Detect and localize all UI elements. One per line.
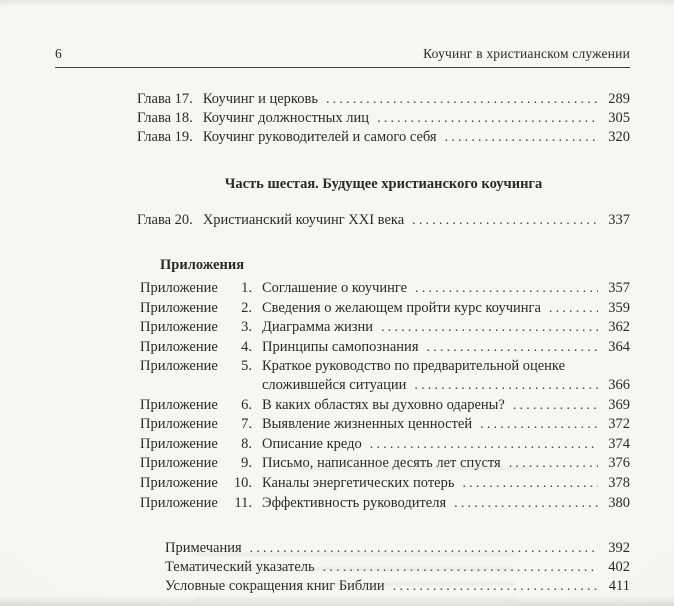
chapter-title: Коучинг руководителей и самого себя: [202, 129, 437, 145]
dot-leader: [393, 577, 598, 596]
back-matter-title: Примечания: [165, 540, 242, 557]
page-ref: 369: [608, 396, 630, 413]
appendix-title: Каналы энергетических потерь: [262, 474, 455, 491]
dot-leader: [509, 454, 598, 474]
back-matter-title: Тематический указатель: [165, 559, 315, 576]
toc-row: [140, 357, 630, 376]
page-ref: 357: [608, 280, 630, 296]
page-ref: 392: [608, 540, 630, 557]
page-ref: 374: [608, 435, 630, 452]
dot-leader: [326, 90, 598, 109]
dot-leader: [462, 474, 598, 494]
appendix-title: Диаграмма жизни: [262, 319, 374, 336]
appendix-number: 11.: [234, 494, 252, 511]
dot-leader: [549, 299, 598, 319]
dot-leader: [323, 558, 598, 577]
appendix-title: Письмо, написанное десять лет спустя: [262, 455, 501, 472]
appendix-title: Эффективность руководителя: [262, 494, 447, 511]
toc-row: [137, 211, 630, 230]
part-heading: Часть шестая. Будущее христианского коучинга: [224, 176, 543, 192]
dot-leader: [454, 494, 598, 514]
table-of-contents: [55, 90, 630, 596]
dot-leader: [415, 279, 598, 299]
appendix-label: Приложение 1.: [140, 280, 252, 296]
back-matter-block: [55, 539, 630, 596]
toc-row: [140, 454, 630, 474]
appendix-label: Приложение 3.: [140, 319, 252, 336]
dot-leader: [250, 539, 598, 558]
appendix-number: 8.: [241, 435, 252, 452]
appendix-number: 2.: [241, 299, 252, 316]
appendix-number: 3.: [241, 319, 252, 336]
appendix-number: 5.: [241, 358, 252, 375]
appendix-title: Краткое руководство по предварительной оценке: [262, 358, 566, 375]
toc-row: [140, 415, 630, 435]
appendix-title: Соглашение о коучинге: [262, 280, 408, 296]
chapter-label: Глава 20.: [137, 212, 193, 228]
appendix-label: Приложение 6.: [140, 396, 252, 413]
page-ref: 305: [608, 110, 630, 126]
appendix-number: 10.: [233, 474, 252, 491]
page-ref: 378: [608, 474, 630, 491]
page-ref: 362: [608, 319, 630, 336]
toc-row: [140, 435, 630, 455]
page-ref: 411: [608, 578, 630, 595]
appendix-label: Приложение 5.: [140, 358, 252, 375]
appendix-number: 1.: [241, 280, 252, 296]
running-title: Коучинг в христианском служении: [423, 46, 630, 61]
toc-row: [137, 128, 630, 147]
chapters-block: [55, 90, 630, 147]
chapter-title: Коучинг должностных лиц: [202, 110, 370, 126]
appendix-label: Приложение 10.: [140, 474, 252, 491]
toc-row: [165, 577, 630, 596]
chapter-label: Глава 19.: [137, 129, 193, 145]
appendix-number: 4.: [241, 338, 252, 355]
chapter-title: Христианский коучинг XXI века: [202, 212, 405, 228]
chapter-label: Глава 17.: [137, 91, 193, 107]
toc-row: [165, 558, 630, 577]
dot-leader: [445, 128, 598, 147]
chapter-label: Глава 18.: [137, 110, 193, 126]
back-matter-title: Условные сокращения книг Библии: [165, 578, 385, 595]
appendix-title: Описание кредо: [262, 435, 362, 452]
appendix-label: Приложение 7.: [140, 416, 252, 433]
toc-row: [140, 299, 630, 319]
appendix-title: В каких областях вы духовно одарены?: [262, 396, 505, 413]
dot-leader: [513, 396, 598, 416]
running-header: [55, 46, 630, 68]
toc-row: [137, 109, 630, 128]
toc-row: [140, 396, 630, 416]
page-ref: 380: [608, 494, 630, 511]
chapter-title: Коучинг и церковь: [202, 91, 318, 107]
appendices-heading: Приложения: [160, 257, 245, 273]
appendix-number: 6.: [241, 396, 252, 413]
page-ref: 364: [608, 338, 630, 355]
appendix-label: Приложение 8.: [140, 435, 252, 452]
page-ref: 359: [608, 299, 630, 316]
appendix-label: Приложение 4.: [140, 338, 252, 355]
page-number: 6: [55, 46, 62, 61]
dot-leader: [377, 109, 598, 128]
toc-row: [140, 318, 630, 338]
appendix-label: Приложение 2.: [140, 299, 252, 316]
page-ref: 372: [608, 416, 630, 433]
appendix-label: Приложение 9.: [140, 455, 252, 472]
toc-row: [140, 338, 630, 358]
toc-row-continuation: [140, 376, 630, 396]
page-ref: 366: [608, 376, 630, 393]
appendix-title-continued: сложившейся ситуации: [262, 376, 407, 393]
dot-leader: [480, 415, 598, 435]
page-ref: 320: [608, 129, 630, 145]
toc-row: [140, 279, 630, 299]
appendix-label: Приложение 11.: [140, 494, 252, 511]
toc-row: [137, 90, 630, 109]
page-ref: 289: [608, 91, 630, 107]
dot-leader: [426, 338, 598, 358]
dot-leader: [412, 211, 598, 230]
appendix-title: Принципы самопознания: [262, 338, 419, 355]
appendix-number: 7.: [241, 416, 252, 433]
page-ref: 402: [608, 559, 630, 576]
page-ref: 337: [608, 212, 630, 228]
page-ref: 376: [608, 455, 630, 472]
appendix-title: Сведения о желающем пройти курс коучинга: [262, 299, 541, 316]
dot-leader: [381, 318, 598, 338]
toc-row: [140, 474, 630, 494]
toc-row: [165, 539, 630, 558]
appendices-block: [55, 279, 630, 513]
appendix-number: 9.: [241, 455, 252, 472]
dot-leader: [370, 435, 598, 455]
toc-row: [140, 494, 630, 514]
dot-leader: [414, 376, 598, 396]
appendix-title: Выявление жизненных ценностей: [262, 416, 473, 433]
